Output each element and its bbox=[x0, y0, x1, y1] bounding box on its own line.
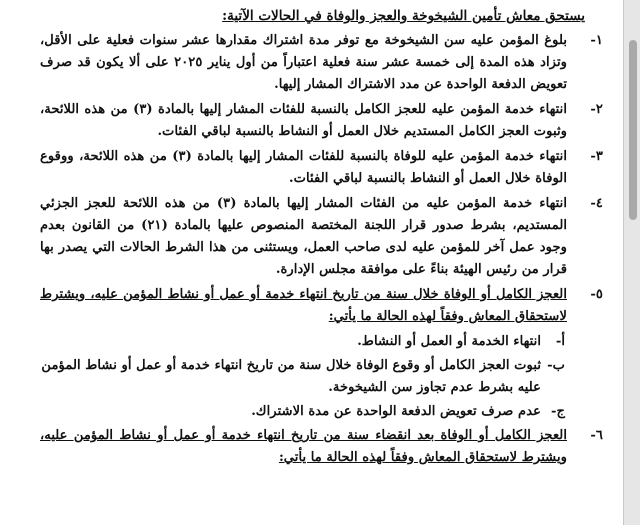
sub-list-item bbox=[40, 331, 611, 353]
list-item bbox=[40, 193, 611, 281]
list-item bbox=[40, 30, 611, 96]
section-heading: يستحق معاش تأمين الشيخوخة والعجز والوفاة في الحالات الآتية: bbox=[222, 8, 585, 24]
sub-list-item bbox=[40, 355, 611, 399]
item-text: انتهاء خدمة المؤمن عليه من الفئات المشار إليها بالمادة (٣) من هذه اللائحة للعجز الجزئي المستديم، بشرط صدور قرار اللجنة المختصة المنصوص عليها بالمادة (٢١) من القانون بعدم وجود عمل آخر للمؤمن عليه لدى صاحب العمل، ويستثنى من هذا الشرط الحالات التي يصدر بها قرار من رئيس الهيئة بناءً على موافقة مجلس الإدارة. bbox=[40, 196, 567, 277]
item-text: بلوغ المؤمن عليه سن الشيخوخة مع توفر مدة اشتراك مقدارها عشر سنوات فعلية على الأقل، وتزاد هذه المدة إلى خمسة عشر سنة فعلية اعتباراً من أول يناير ٢٠٢٥ على ألا يكون قد صرف تعويض الدفعة الواحدة عن مدد الاشتراك المشار إليها. bbox=[40, 33, 567, 92]
item-text: العجز الكامل أو الوفاة خلال سنة من تاريخ انتهاء خدمة أو عمل أو نشاط المؤمن عليه، ويشترط لاستحقاق المعاش وفقاً لهذه الحالة ما يأتي: bbox=[40, 287, 567, 324]
item-text: انتهاء خدمة المؤمن عليه للعجز الكامل بالنسبة للفئات المشار إليها بالمادة (٣) من هذه اللائحة، وثبوت العجز الكامل المستديم خلال العمل أو النشاط بالنسبة لباقي الفئات. bbox=[40, 102, 568, 139]
sub-item-text: عدم صرف تعويض الدفعة الواحدة عن مدة الاشتراك. bbox=[251, 404, 541, 419]
sub-item-letter: ب- bbox=[547, 358, 565, 373]
item-number: ٤- bbox=[590, 196, 603, 211]
list-item bbox=[40, 425, 611, 469]
list-item bbox=[40, 99, 611, 143]
item-number: ٢- bbox=[590, 102, 603, 117]
item-number: ١- bbox=[590, 33, 603, 48]
item-text: انتهاء خدمة المؤمن عليه للوفاة بالنسبة للفئات المشار إليها بالمادة (٣) من هذه اللائحة، ووقوع الوفاة خلال العمل أو النشاط بالنسبة لباقي الفئات. bbox=[40, 149, 568, 186]
list-item bbox=[40, 284, 611, 328]
sub-item-letter: أ- bbox=[555, 334, 565, 349]
sub-item-text: ثبوت العجز الكامل أو وقوع الوفاة خلال سنة من تاريخ انتهاء خدمة أو عمل أو نشاط المؤمن عليه بشرط عدم تجاوز سن الشيخوخة. bbox=[41, 358, 541, 395]
vertical-scrollbar[interactable] bbox=[623, 0, 640, 525]
item-number: ٦- bbox=[590, 428, 603, 443]
sub-item-text: انتهاء الخدمة أو العمل أو النشاط. bbox=[357, 334, 541, 349]
item-text: العجز الكامل أو الوفاة بعد انقضاء سنة من تاريخ انتهاء خدمة أو عمل أو نشاط المؤمن عليه، ويشترط لاستحقاق المعاش وفقاً لهذه الحالة ما يأتي: bbox=[40, 428, 567, 465]
list-item bbox=[40, 146, 611, 190]
sub-item-letter: ج- bbox=[551, 404, 565, 419]
item-number: ٣- bbox=[590, 149, 603, 164]
scrollbar-thumb[interactable] bbox=[629, 40, 637, 220]
sub-list-item bbox=[40, 401, 611, 423]
item-number: ٥- bbox=[590, 287, 603, 302]
